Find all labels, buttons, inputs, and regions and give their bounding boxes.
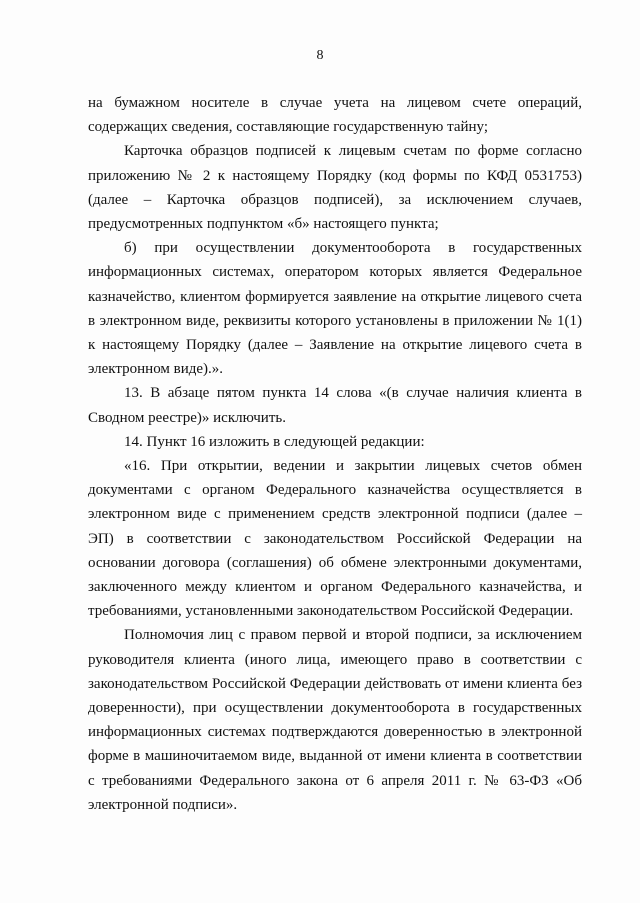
paragraph-signature-card: Карточка образцов подписей к лицевым счетам по форме согласно приложению № 2 к настоящему Порядку (код формы по КФД 0531753) (далее – Карточка образцов подписей), за исключением случаев, предусмотренных подпунктом «б» настоящего пункта; xyxy=(88,143,582,233)
paragraph-point-16: «16. При открытии, ведении и закрытии лицевых счетов обмен документами с органом Федерального казначейства осуществляется в электронном виде с применением средств электронной подписи (далее – ЭП) в соответствии с законодательством Российской Федерации на основании договора (соглашения) об обмене электронными документами, заключенного между клиентом и органом Федерального казначейства, и требованиями, установленными законодательством Российской Федерации. xyxy=(88,458,582,620)
paragraph-item-13: 13. В абзаце пятом пункта 14 слова «(в случае наличия клиента в Сводном реестре)» исключить. xyxy=(88,385,582,426)
document-body xyxy=(88,91,582,817)
paragraph-continuation: на бумажном носителе в случае учета на лицевом счете операций, содержащих сведения, составляющие государственную тайну; xyxy=(88,95,582,136)
paragraph-signature-authority: Полномочия лиц с правом первой и второй подписи, за исключением руководителя клиента (иного лица, имеющего право в соответствии с законодательством Российской Федерации действовать от имени клиента без доверенности), при осуществлении документооборота в государственных информационных системах подтверждаются доверенностью в электронной форме в машиночитаемом виде, выданной от имени клиента в соответствии с требованиями Федерального закона от 6 апреля 2011 г. № 63-ФЗ «Об электронной подписи». xyxy=(88,627,582,813)
page-number: 8 xyxy=(316,48,324,63)
paragraph-item-14: 14. Пункт 16 изложить в следующей редакции: xyxy=(124,433,425,450)
paragraph-subitem-b: б) при осуществлении документооборота в государственных информационных системах, оператором которых является Федеральное казначейство, клиентом формируется заявление на открытие лицевого счета в электронном виде, реквизиты которого установлены в приложении № 1(1) к настоящему Порядку (далее – Заявление на открытие лицевого счета в электронном виде).». xyxy=(88,240,582,378)
